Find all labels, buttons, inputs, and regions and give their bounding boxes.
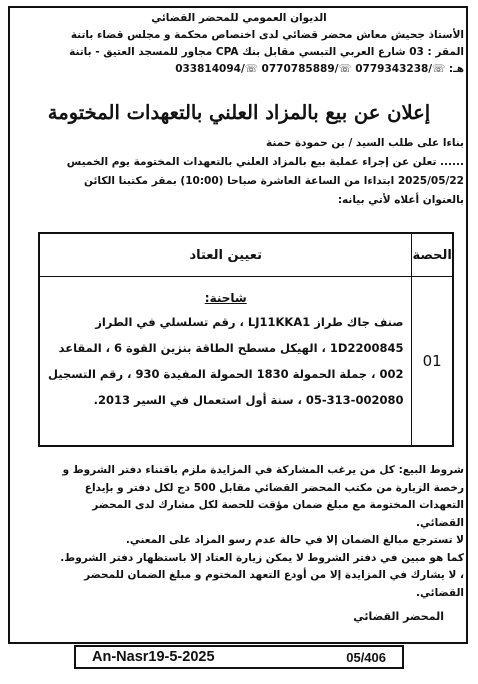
terms-line: القضائي. (416, 516, 464, 529)
terms-line: ، لا يشارك في المزايدة إلا من أودع التعهد المختوم و مبلغ الضمان للمحضر (84, 569, 464, 581)
office-phones: 033814094/☏ 0770785889/☏ 0779343238/☏ :هـ (175, 63, 464, 75)
terms-line: القضائي. (416, 586, 464, 599)
terms-line: التعهدات المختومة مع مبلغ ضمان مؤقت للحصة لكل مشارك لدى المحضر (92, 499, 464, 511)
lots-table (38, 232, 454, 447)
item-description (39, 277, 412, 447)
office-name: الديوان العمومي للمحضر القضائي (151, 12, 327, 24)
publication-code: An-Nasr19-5-2025 (92, 649, 215, 665)
lot-number: 01 (412, 277, 453, 447)
reference-number: 05/406 (346, 649, 386, 665)
table-row (39, 277, 453, 447)
column-header-lot: الحصة (412, 233, 453, 277)
column-header-item: تعيين العتاد (39, 233, 412, 277)
table-header-row (39, 233, 453, 277)
item-line: 1D2200845 ، الهيكل مسطح الطاقة بنزين القوة 6 ، المقاعد (58, 341, 404, 355)
item-line: صنف جاك طراز LJ11KKA1 ، رقم تسلسلي في الطراز (95, 315, 404, 329)
terms-line: لا تسترجع مبالغ الضمان إلا في حالة عدم رسو المزاد على المعني. (125, 534, 464, 546)
intro-line-3: 2025/05/22 ابتداءا من الساعة العاشرة صباحا (10:00) بمقر مكتبنا الكائن (84, 175, 464, 187)
intro-line-4: بالعنوان أعلاه لأتي بيانه: (337, 194, 464, 206)
item-label: شاحنة: (204, 291, 247, 305)
bailiff-name: الأستاذ جحيش معاش محضر قضائي لدى اختصاص محكمة و مجلس قضاء باتنة (70, 29, 464, 41)
publication-footer (74, 645, 404, 669)
item-line: 002 ، جملة الحمولة 1830 الحمولة المفيدة 930 ، رقم التسجيل (48, 367, 404, 381)
intro-line-2: ...... تعلن عن إجراء عملية بيع بالمزاد العلني بالتعهدات المختومة يوم الخميس (66, 156, 464, 168)
signature: المحضر القضائي (353, 610, 444, 623)
sale-terms (14, 462, 464, 628)
intro-line-1: بناءا على طلب السيد / بن حمودة حمنة (266, 137, 464, 149)
notice-title: إعلان عن بيع بالمزاد العلني بالتعهدات المختومة (47, 101, 431, 124)
notice-header (14, 10, 464, 78)
terms-line: رخصة الزيارة من مكتب المحضر القضائي مقابل 500 دج لكل دفتر و بإيداع (84, 481, 464, 494)
notice-intro (14, 134, 464, 210)
terms-line: كما هو مبين في دفتر الشروط لا يمكن زيارة العتاد إلا باستظهار دفتر الشروط. (60, 551, 464, 564)
item-line: 05-313-002080 ، سنة أول استعمال في السير 2013. (93, 393, 404, 407)
office-address: المقر : 03 شارع العربي التبسي مقابل بنك CPA مجاور للمسجد العتيق - باتنة (69, 46, 464, 58)
terms-line: شروط البيع: كل من يرغب المشاركة في المزايدة ملزم باقتناء دفتر الشروط و (62, 464, 464, 476)
